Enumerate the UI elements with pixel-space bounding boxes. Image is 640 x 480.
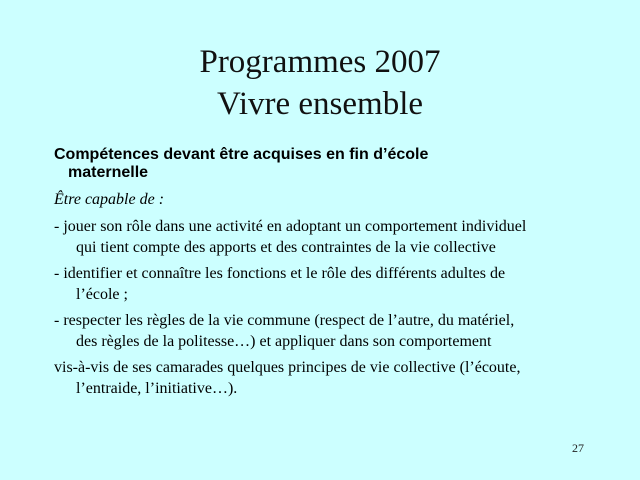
list-item-3 bbox=[54, 310, 614, 352]
list-item-4-line-1: vis-à-vis de ses camarades quelques principes de vie collective (l’écoute, bbox=[54, 359, 521, 376]
intro-line: Être capable de : bbox=[54, 191, 165, 208]
section-heading-line-2: maternelle bbox=[68, 164, 149, 181]
slide-title-line-1: Programmes 2007 bbox=[199, 44, 441, 80]
list-item-3-line-2: des règles de la politesse…) et appliquer dans son comportement bbox=[76, 333, 492, 350]
list-item-2-line-2: l’école ; bbox=[76, 286, 128, 303]
list-item-1 bbox=[54, 216, 614, 258]
list-item-4-line-2: l’entraide, l’initiative…). bbox=[76, 380, 238, 397]
list-item-2 bbox=[54, 263, 614, 305]
list-item-2-line-1: - identifier et connaître les fonctions et le rôle des différents adultes de bbox=[54, 265, 506, 282]
slide-title-line-2: Vivre ensemble bbox=[216, 86, 424, 122]
intro-text bbox=[54, 189, 614, 210]
list-item-1-line-1: - jouer son rôle dans une activité en adoptant un comportement individuel bbox=[54, 218, 527, 235]
section-heading bbox=[54, 146, 594, 182]
page-number: 27 bbox=[572, 441, 584, 455]
list-item-4 bbox=[54, 357, 614, 399]
section-heading-line-1: Compétences devant être acquises en fin d’école bbox=[54, 146, 429, 163]
list-item-1-line-2: qui tient compte des apports et des contraintes de la vie collective bbox=[76, 239, 496, 256]
list-item-3-line-1: - respecter les règles de la vie commune (respect de l’autre, du matériel, bbox=[54, 312, 515, 329]
